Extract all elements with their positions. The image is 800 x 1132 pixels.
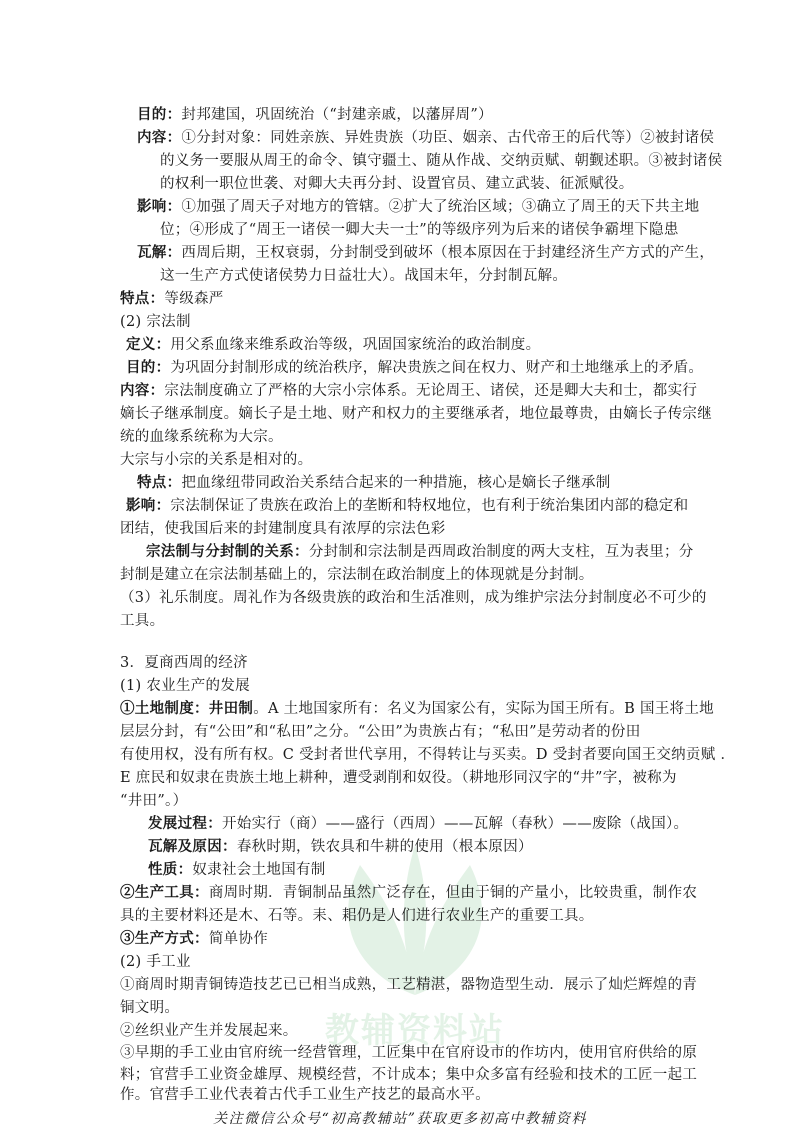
line-label: 特点： xyxy=(137,474,182,491)
line-text: 奴隶社会土地国有制 xyxy=(192,862,326,878)
feature-line xyxy=(137,472,611,494)
text-line: “井田”。） xyxy=(120,793,188,809)
purpose-line xyxy=(137,104,493,126)
watermark-logo xyxy=(300,835,530,1051)
line-text: ①分封对象：同姓亲族、异姓贵族（功臣、姻亲、古代帝王的后代等）②被封诸侯 xyxy=(181,130,715,146)
content-line xyxy=(120,380,697,402)
text-line: E 庶民和奴隶在贵族土地上耕种，遭受剥削和奴役。（耕地形同汉字的“井”字，被称为 xyxy=(120,770,677,786)
text-line: 大宗与小宗的关系是相对的。 xyxy=(120,452,313,468)
text-line: 具的主要材料还是木、石等。耒、耜仍是人们进行农业生产的重要工具。 xyxy=(120,908,594,924)
text-line: 有使用权，没有所有权。C 受封者世代享用，不得转让与买卖。D 受封者要向国王交纳贡赋 ． xyxy=(120,747,736,763)
line-label: 内容： xyxy=(120,382,165,399)
text-line: 的义务一要服从周王的命令、镇守疆土、随从作战、交纳贡赋、朝觐述职。③被封诸侯 xyxy=(160,153,723,169)
line-label: 影响： xyxy=(126,497,171,514)
line-label: 影响： xyxy=(137,198,182,215)
section-heading: 3．夏商西周的经济 xyxy=(120,655,248,671)
definition-line xyxy=(126,334,540,356)
content-line xyxy=(137,127,714,149)
collapse-line xyxy=(137,242,714,264)
text-line: （3）礼乐制度。周礼作为各级贵族的政治和生活准则，成为维护宗法分封制度必不可少的 xyxy=(120,590,707,606)
line-label: 定义： xyxy=(126,336,171,353)
line-label: 特点： xyxy=(120,290,165,307)
text-line: ②丝织业产生并发展起来。 xyxy=(120,1023,298,1039)
line-text: 宗法制保证了贵族在政治上的垄断和特权地位，也有利于统治集团内部的稳定和 xyxy=(170,498,689,514)
text-line: 封制是建立在宗法制基础上的，宗法制在政治制度上的体现就是分封制。 xyxy=(120,567,594,583)
text-line: 层层分封，有“公田”和“私田”之分。“公田”为贵族占有；“私田”是劳动者的份田 xyxy=(120,724,641,740)
relation-line xyxy=(146,541,694,563)
text-line: 铜文明。 xyxy=(120,1000,180,1016)
subsection-heading: (1) 农业生产的发展 xyxy=(120,678,250,694)
land-system-line xyxy=(120,698,714,720)
line-text: 宗法制度确立了严格的大宗小宗体系。无论周王、诸侯，还是卿大夫和士，都实行 xyxy=(164,383,698,399)
line-label: 目的： xyxy=(126,359,171,376)
influence-line xyxy=(137,196,699,218)
line-label: ①土地制度：井田制 xyxy=(120,700,254,717)
footer-note: 关注微信公众号“初高教辅站”获取更多初高中教辅资料 xyxy=(213,1111,587,1127)
purpose-line xyxy=(126,357,703,379)
line-label: 瓦解及原因： xyxy=(148,838,237,855)
line-text: 分封制和宗法制是西周政治制度的两大支柱，互为表里；分 xyxy=(308,544,694,560)
line-text: ①加强了周天子对地方的管辖。②扩大了统治区域；③确立了周王的天下共主地 xyxy=(181,199,700,215)
collapse-reason-line xyxy=(148,836,533,858)
text-line: 位；④形成了“周王一诸侯一卿大夫一士”的等级序列为后来的诸侯争霸埋下隐患 xyxy=(160,222,679,238)
line-label: ③生产方式： xyxy=(120,930,209,947)
line-text: 封邦建国，巩固统治（“封建亲戚，以藩屏周”） xyxy=(181,107,493,123)
line-text: 商周时期．青铜制品虽然广泛存在，但由于铜的产量小，比较贵重，制作农 xyxy=(208,885,698,901)
line-text: 用父系血缘来维系政治等级，巩固国家统治的政治制度。 xyxy=(170,337,541,353)
text-line: 这一生产方式使诸侯势力日益壮大）。战国末年，分封制瓦解。 xyxy=(160,268,568,284)
text-line: 料；官营手工业资金雄厚、规模经营，不计成本；集中众多富有经验和技术的工匠一起工 xyxy=(120,1067,698,1083)
watermark-text: 教辅资料站 xyxy=(325,1011,505,1051)
line-label: 瓦解： xyxy=(137,244,182,261)
subsection-heading: (2) 手工业 xyxy=(120,954,191,970)
line-text: 开始实行（商）——盛行（西周）——瓦解（春秋）——废除（战国）。 xyxy=(222,816,689,832)
line-label: ②生产工具： xyxy=(120,884,209,901)
line-text: 春秋时期，铁农具和牛耕的使用（根本原因） xyxy=(236,839,533,855)
text-line: ①商周时期青铜铸造技艺已已相当成熟，工艺精湛，器物造型生动．展示了灿烂辉煌的青 xyxy=(120,977,698,993)
text-line: 统的血缘系统称为大宗。 xyxy=(120,429,283,445)
line-label: 内容： xyxy=(137,129,182,146)
line-text: 西周后期，王权衰弱，分封制受到破坏（根本原因在于封建经济生产方式的产生， xyxy=(181,245,715,261)
text-line: 作。官营手工业代表着古代手工业生产技艺的最高水平。 xyxy=(120,1087,490,1103)
tools-line xyxy=(120,882,697,904)
development-line xyxy=(148,813,688,835)
text-line: 的权利一职位世袭、对卿大夫再分封、设置官员、建立武装、征派赋役。 xyxy=(160,176,634,192)
line-label: 发展过程： xyxy=(148,815,222,832)
line-label: 宗法制与分封制的关系： xyxy=(146,543,309,560)
feature-line xyxy=(120,288,224,310)
text-line: 团结，使我国后来的封建制度具有浓厚的宗法色彩 xyxy=(120,521,446,537)
line-text: 把血缘纽带同政治关系结合起来的一种措施，核心是嫡长子继承制 xyxy=(181,475,611,491)
line-text: 等级森严 xyxy=(164,291,224,307)
text-line: ③早期的手工业由官府统一经营管理，工匠集中在官府设市的作坊内，使用官府供给的原 xyxy=(120,1045,698,1061)
line-label: 目的： xyxy=(137,106,182,123)
production-mode-line xyxy=(120,928,268,950)
influence-line xyxy=(126,495,688,517)
line-label: 性质： xyxy=(148,861,193,878)
nature-line xyxy=(148,859,326,881)
text-line: 工具。 xyxy=(120,613,165,629)
text-line: 嫡长子继承制度。嫡长子是土地、财产和权力的主要继承者，地位最尊贵，由嫡长子传宗继 xyxy=(120,406,712,422)
line-text: 简单协作 xyxy=(208,931,269,947)
line-text: 为巩固分封制形成的统治秩序，解决贵族之间在权力、财产和土地继承上的矛盾。 xyxy=(170,360,704,376)
section-heading: (2) 宗法制 xyxy=(120,314,191,330)
line-text: 。A 土地国家所有：名义为国家公有，实际为国王所有。B 国王将土地 xyxy=(253,701,714,717)
